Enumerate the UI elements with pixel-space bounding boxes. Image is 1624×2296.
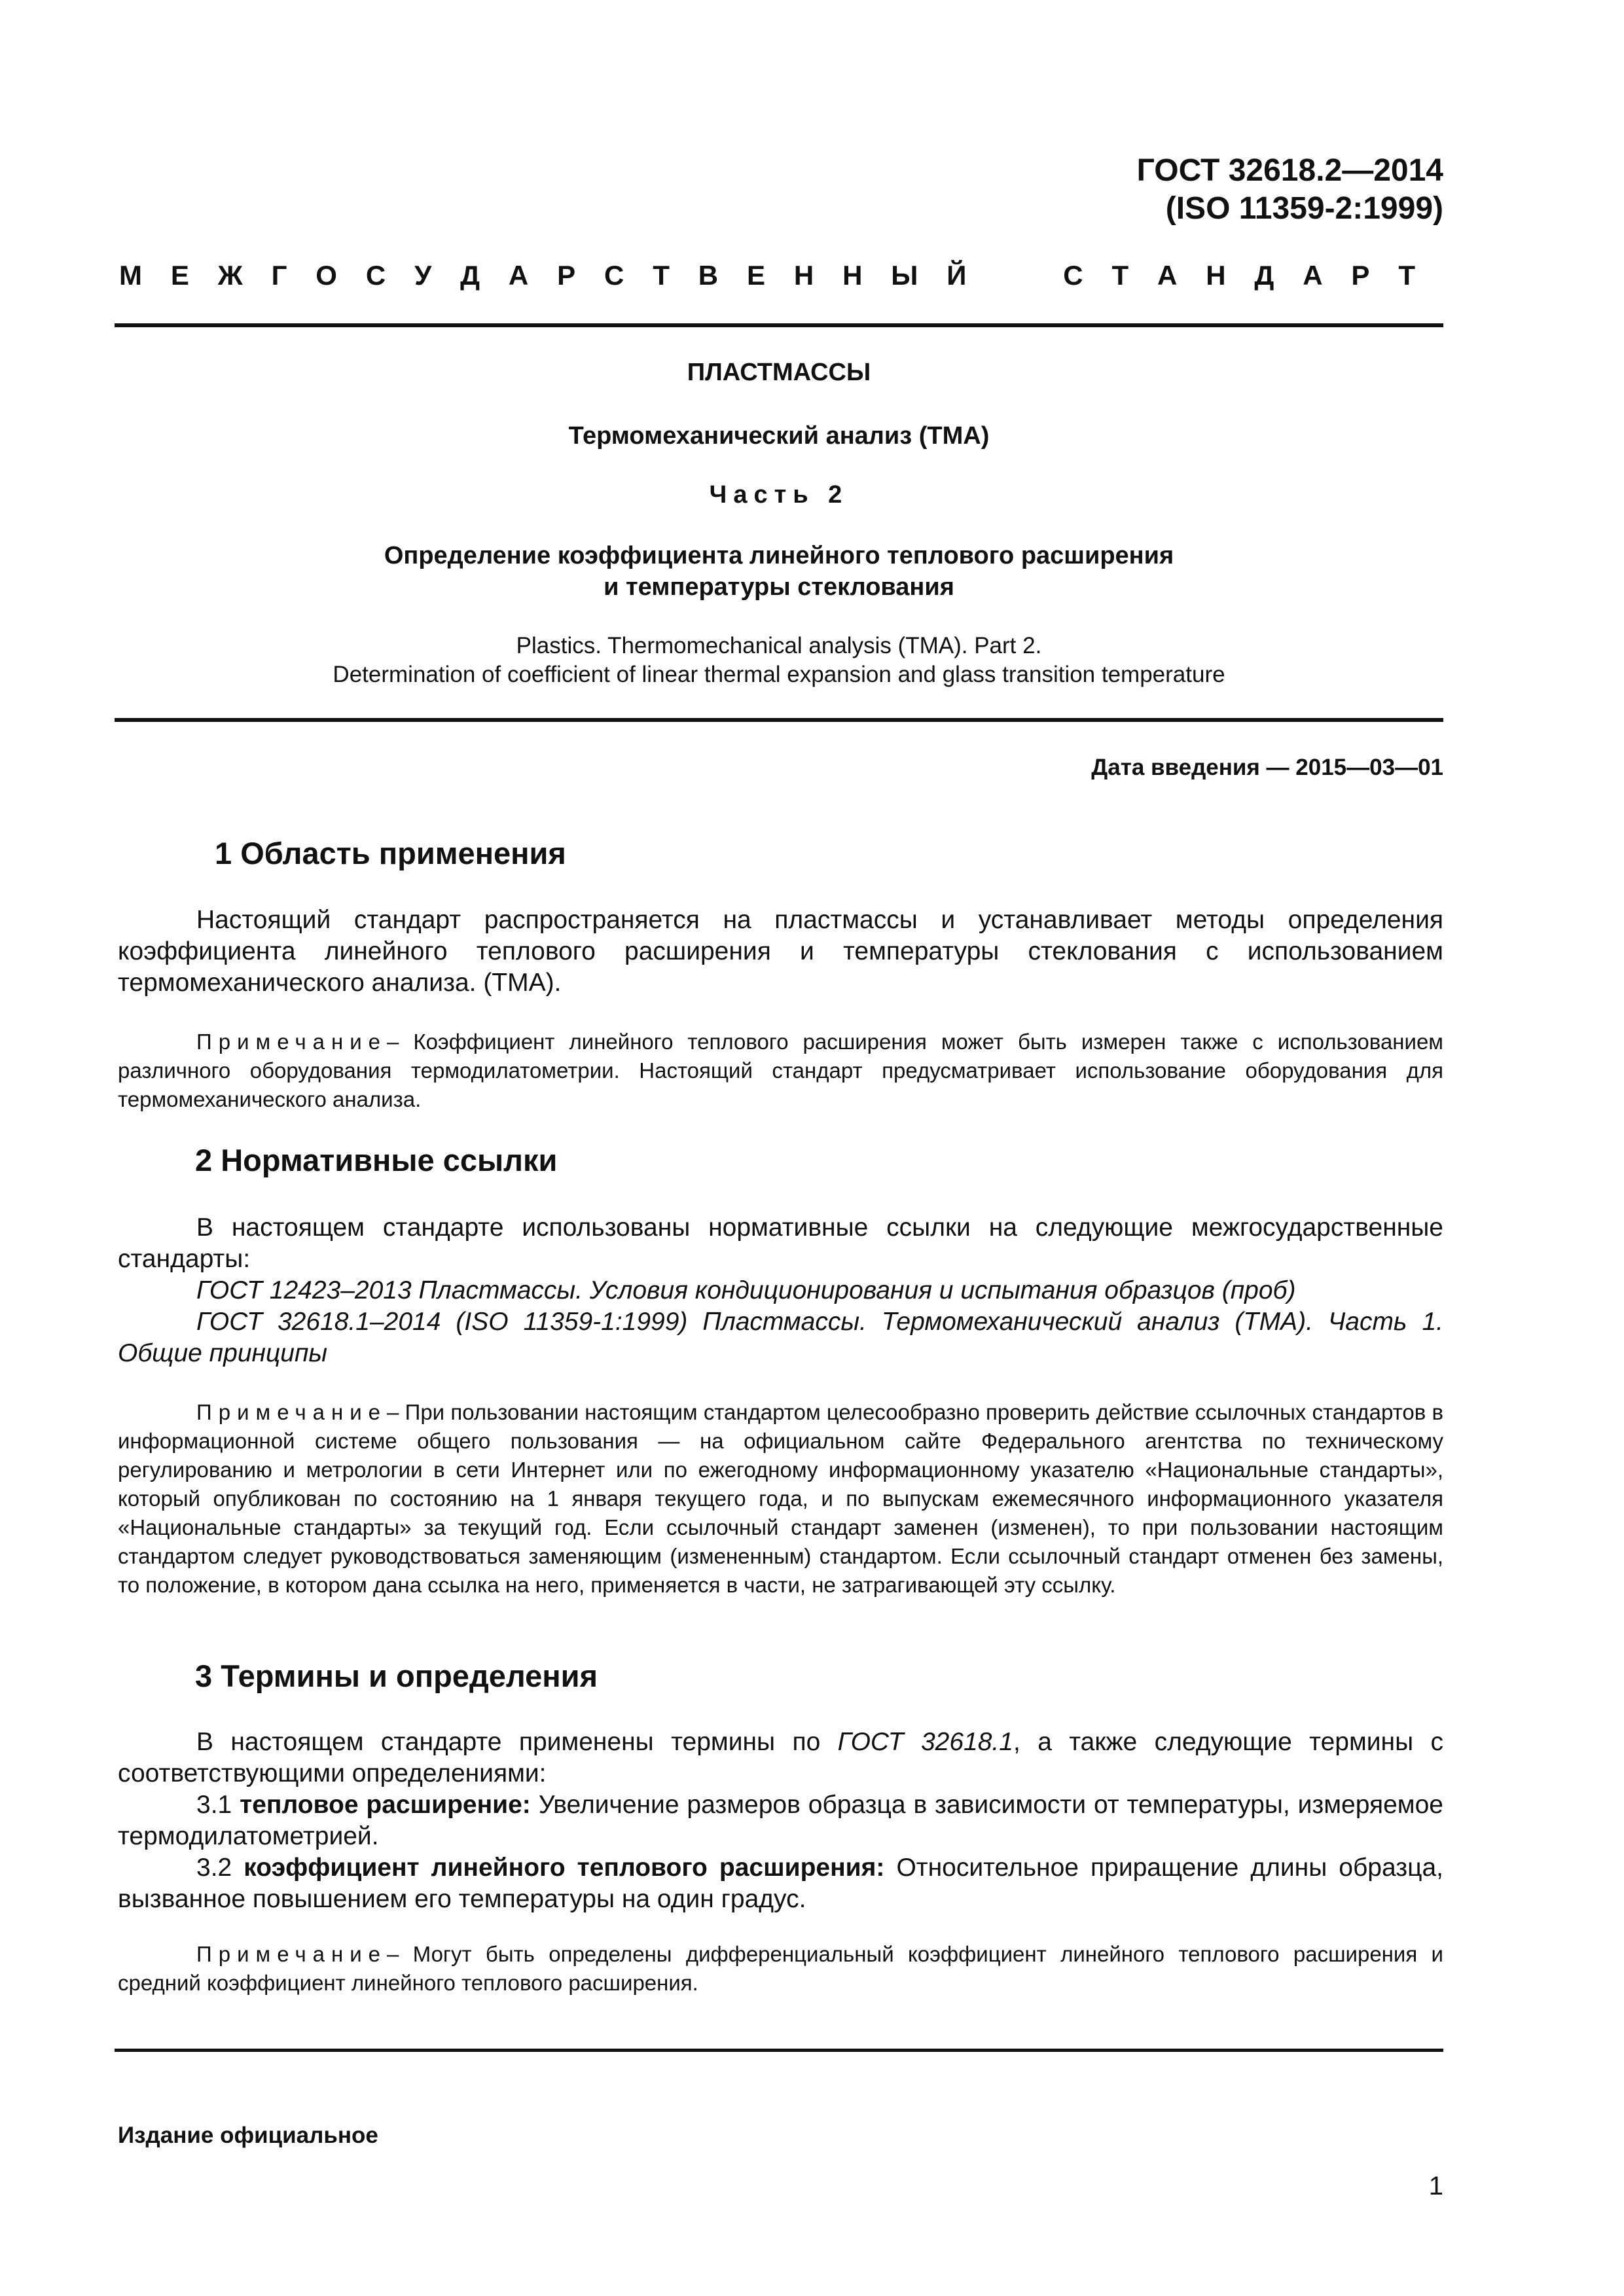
heading-letter: А [1157,260,1178,291]
heading-letter: Ы [891,260,918,291]
heading-letter: Г [271,260,287,291]
term-definition: Относительное приращение длины образца, вызванное повышением его температуры на один градус. [118,1854,1443,1913]
term-name: тепловое расширение: [240,1791,531,1819]
section-3-intro [118,1727,1443,1789]
section-3-body [118,1727,1443,1915]
title-definition [115,540,1443,603]
title-part: Часть 2 [709,481,849,509]
title-divider [115,718,1443,722]
heading-letter: Е [170,260,189,291]
term-number: 3.2 [196,1854,244,1882]
heading-letter: Н [842,260,863,291]
heading-letter: Н [1206,260,1226,291]
heading-letter: Д [460,260,480,291]
word-gap [995,260,1034,291]
heading-letter: Н [793,260,814,291]
heading-letter: С [365,260,386,291]
section-2-note [118,1398,1443,1600]
official-edition-label: Издание официальное [118,2123,378,2148]
section-1-heading: 1 Область применения [215,836,566,870]
section-3-heading: 3 Термины и определения [195,1659,598,1693]
title-subtitle: Термомеханический анализ (ТМА) [568,422,990,450]
section-1-paragraph: Настоящий стандарт распространяется на пластмассы и устанавливает методы определения коэффициента линейного теплового расширения и температуры стеклования с использованием термомеханического анализа. (ТМА). [118,906,1443,997]
iso-code: (ISO 11359-2:1999) [1165,191,1443,226]
heading-letter: Т [1398,260,1415,291]
note-text: – Коэффициент линейного теплового расширения может быть измерен также с использованием различного оборудования термодилатометрии. Настоящий стандарт предусматривает использование оборудования для термомеханического анализа. [118,1030,1443,1111]
note-text: – Могут быть определены дифференциальный коэффициент линейного теплового расширения и средний коэффициент линейного теплового расширения. [118,1942,1443,1995]
heading-letter: Р [557,260,576,291]
note-label: Примечание [196,1942,388,1966]
heading-letter: Е [746,260,765,291]
heading-letter: Т [653,260,670,291]
intro-text-end: , а также следующие термины с соответствующими определениями: [118,1728,1443,1787]
section-2-body [118,1212,1443,1369]
term-definition: Увеличение размеров образца в зависимости от температуры, измеряемое термодилатометрией. [118,1791,1443,1850]
reference-1: ГОСТ 12423–2013 Пластмассы. Условия кондиционирования и испытания образцов (проб) [196,1276,1296,1304]
footer-divider [115,2049,1443,2052]
heading-letter: В [698,260,719,291]
reference-2: ГОСТ 32618.1–2014 (ISO 11359-1:1999) Пластмассы. Термомеханический анализ (ТМА). Часть 1. Общие принципы [118,1308,1443,1367]
note-label: Примечание [196,1400,388,1424]
term-name: коэффициент линейного теплового расширения: [244,1854,885,1882]
section-1-note [118,1028,1443,1114]
title-english-line2: Determination of coefficient of linear thermal expansion and glass transition temperature [333,662,1225,687]
section-1-body [118,905,1443,999]
term-number: 3.1 [196,1791,240,1819]
intro-text: В настоящем стандарте применены термины по [196,1728,838,1756]
heading-letter: М [119,260,142,291]
interstate-standard-heading [119,260,1415,291]
title-main: ПЛАСТМАССЫ [687,359,871,386]
note-text: – При пользовании настоящим стандартом целесообразно проверить действие ссылочных стандартов в информационной системе общего пользования — на официальном сайте Федерального агентства по техническому регулированию и метрологии в сети Интернет или по ежегодному информационному указателю «Национальные стандарты», который опубликован по состоянию на 1 января текущего года, и по выпускам ежемесячного информационного указателя «Национальные стандарты» за текущий год. Если ссылочный стандарт заменен (изменен), то при пользовании настоящим стандартом следует руководствоваться заменяющим (измененным) стандартом. Если ссылочный стандарт отменен без замены, то положение, в котором дана ссылка на него, применяется в части, не затрагивающей эту ссылку. [118,1400,1443,1597]
heading-letter: Ж [217,260,243,291]
intro-reference: ГОСТ 32618.1 [837,1728,1013,1756]
introduction-date: Дата введения — 2015—03—01 [1091,755,1443,780]
heading-letter: С [1063,260,1083,291]
term-3-2 [118,1852,1443,1915]
title-definition-line1: Определение коэффициента линейного теплового расширения [384,542,1174,569]
title-english [115,632,1443,689]
heading-letter: Д [1254,260,1274,291]
title-definition-line2: и температуры стеклования [604,573,954,601]
heading-letter: О [316,260,337,291]
heading-letter: Р [1351,260,1370,291]
top-divider [115,323,1443,327]
section-2-heading: 2 Нормативные ссылки [195,1143,558,1177]
heading-letter: Й [947,260,967,291]
heading-letter: С [604,260,624,291]
term-3-1 [118,1789,1443,1852]
heading-letter: А [1303,260,1323,291]
standard-code-block [1137,152,1443,228]
note-label: Примечание [196,1030,388,1054]
section-2-paragraph: В настоящем стандарте использованы нормативные ссылки на следующие межгосударственные стандарты: [118,1213,1443,1273]
page-number: 1 [1428,2172,1443,2200]
section-3-note [118,1940,1443,1998]
heading-letter: А [508,260,529,291]
heading-letter: Т [1111,260,1129,291]
gost-code: ГОСТ 32618.2—2014 [1136,153,1443,188]
heading-letter: У [414,260,432,291]
title-english-line1: Plastics. Thermomechanical analysis (TMA). Part 2. [516,633,1042,658]
